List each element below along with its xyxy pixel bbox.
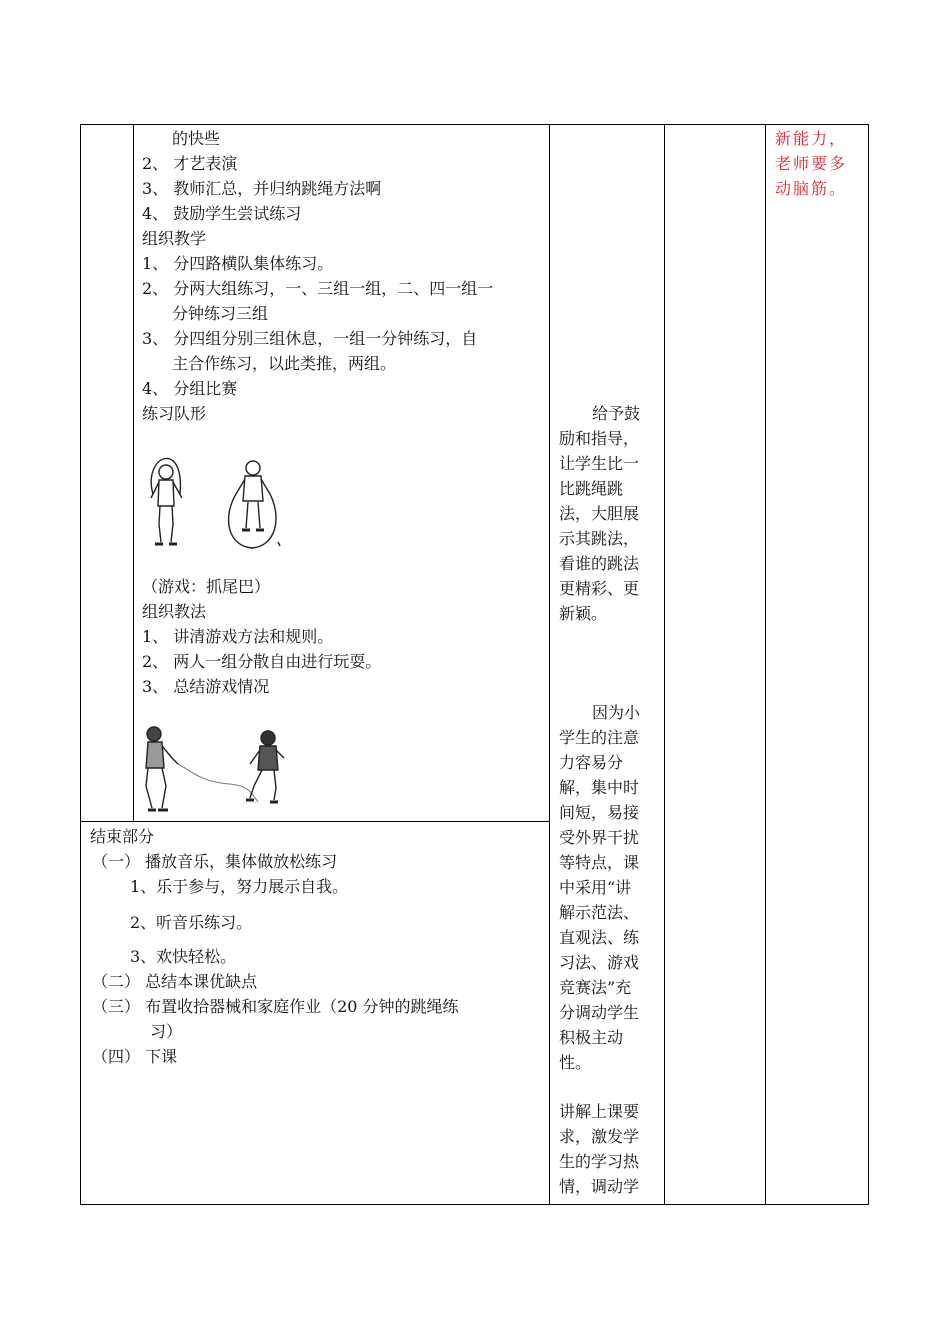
main-line: 3、 分四组分别三组休息，一组一分钟练习，自 [142,329,478,348]
ending-subitem: 2、听音乐练习。 [130,913,253,932]
main-line: 3、 教师汇总，并归纳跳绳方法啊 [142,179,382,198]
purpose-line: 看谁的跳法 [559,554,640,573]
main-line: 1、 分四路横队集体练习。 [142,254,334,273]
purpose-line: 力容易分 [559,753,624,772]
purpose-line: 解，集中时 [559,778,640,797]
main-line: 4、 分组比赛 [142,379,238,398]
purpose-line: 分调动学生 [559,1003,640,1022]
purpose-line: 积极主动 [559,1028,624,1047]
game-line: 3、 总结游戏情况 [142,677,270,696]
purpose-line: 让学生比一 [559,454,640,473]
purpose-line: 解示范法、 [559,903,640,922]
purpose-line: 中采用“讲 [559,878,632,897]
ending-item: （四） 下课 [92,1047,178,1066]
purpose-line: 励和指导， [559,429,640,448]
purpose-line: 因为小 [592,703,641,722]
purpose-line: 间短，易接 [559,803,640,822]
purpose-line: 习法、游戏 [559,953,640,972]
table-right-border [868,124,869,1205]
purpose-line: 直观法、练 [559,928,640,947]
purpose-line: 性。 [559,1053,592,1072]
table-bottom-border [80,1204,869,1205]
column-divider-4 [765,124,766,1205]
purpose-line: 示其跳法， [559,529,640,548]
purpose-line: 学生的注意 [559,728,640,747]
purpose-line: 竞赛法”充 [559,978,632,997]
main-line: 2、 才艺表演 [142,154,238,173]
game-line: （游戏：抓尾巴） [142,577,271,596]
purpose-line: 情，调动学 [559,1177,640,1196]
ending-subitem: 1、乐于参与，努力展示自我。 [130,877,349,896]
main-line: 组织教学 [142,229,207,248]
ending-item: （三） 布置收拾器械和家庭作业（20 分钟的跳绳练 [92,997,459,1016]
purpose-line: 法，大胆展 [559,504,640,523]
purpose-line: 给予鼓 [592,404,641,423]
note-line: 新能力， [775,129,848,148]
main-line: 主合作练习，以此类推，两组。 [172,354,397,373]
main-line: 2、 分两大组练习，一、三组一组，二、四一组一 [142,279,494,298]
purpose-line: 等特点，课 [559,853,640,872]
ending-subitem: 3、欢快轻松。 [130,947,237,966]
column-divider-2 [549,124,550,1205]
main-line: 分钟练习三组 [172,304,269,323]
purpose-line: 受外界干扰 [559,828,640,847]
ending-title: 结束部分 [90,827,155,846]
table-left-border [80,124,81,1205]
purpose-line: 更精彩、更 [559,579,640,598]
purpose-line: 讲解上课要 [559,1102,640,1121]
main-line: 练习队形 [142,404,207,423]
tail-chasing-game-illustration [140,724,290,816]
note-line: 动脑筋。 [775,179,848,198]
ending-item-continued: 习） [150,1022,183,1041]
game-line: 1、 讲清游戏方法和规则。 [142,627,334,646]
game-line: 2、 两人一组分散自由进行玩耍。 [142,652,382,671]
ending-section-divider [80,821,549,822]
purpose-line: 生的学习热 [559,1152,640,1171]
purpose-line: 比跳绳跳 [559,479,624,498]
purpose-line: 求，激发学 [559,1127,640,1146]
ending-item: （二） 总结本课优缺点 [92,972,258,991]
table-top-border [80,124,869,125]
main-line: 的快些 [172,129,221,148]
note-line: 老师要多 [775,154,848,173]
ending-item: （一） 播放音乐，集体做放松练习 [92,852,338,871]
purpose-line: 新颖。 [559,604,608,623]
rope-skipping-illustration [140,446,290,556]
column-divider-3 [664,124,665,1205]
main-line: 4、 鼓励学生尝试练习 [142,204,302,223]
column-divider-1 [133,124,134,821]
game-line: 组织教法 [142,602,207,621]
